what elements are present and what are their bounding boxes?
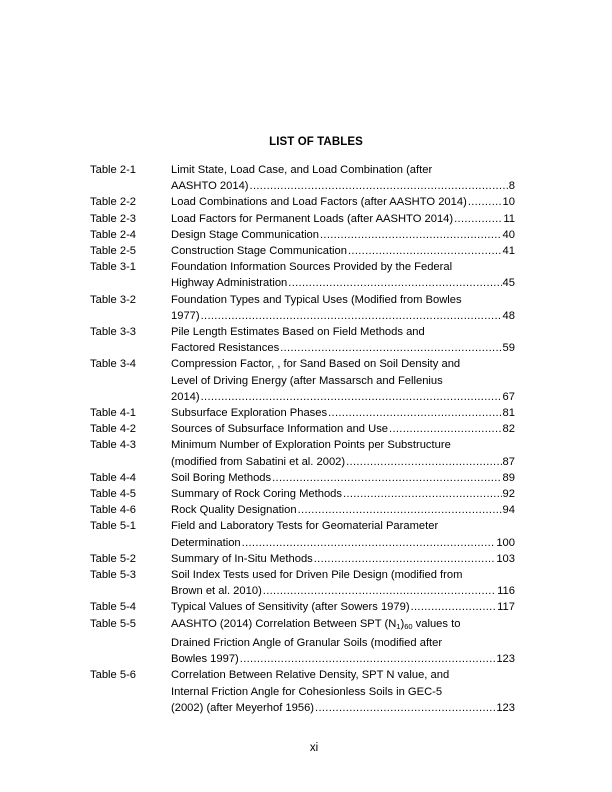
table-caption: [171, 667, 515, 716]
page-reference[interactable]: 82: [502, 423, 515, 436]
dot-leader: [288, 275, 501, 291]
table-number: Table 4-5: [90, 488, 137, 501]
page-reference[interactable]: 40: [502, 228, 515, 241]
page-reference[interactable]: 48: [502, 309, 515, 322]
caption-line: Correlation Between Relative Density, SPT N value, and: [171, 669, 450, 682]
table-number: Table 5-1: [90, 520, 137, 533]
table-caption: [171, 470, 515, 486]
table-number: Table 4-1: [90, 407, 137, 420]
caption-line: Rock Quality Designation . . . 94: [171, 502, 515, 518]
dot-leader: [343, 486, 502, 502]
dot-leader: [250, 178, 508, 194]
page-reference[interactable]: 10: [502, 196, 515, 209]
caption-line: Soil Index Tests used for Driven Pile Design (modified from: [171, 569, 463, 582]
page-reference[interactable]: 59: [502, 342, 515, 355]
page-reference[interactable]: 11: [503, 212, 515, 225]
toc-entry[interactable]: [90, 259, 515, 291]
toc-entry[interactable]: [90, 486, 515, 502]
caption-line: 1977) . . . 48: [171, 308, 515, 324]
table-caption: [171, 211, 515, 227]
page-reference[interactable]: 116: [497, 585, 515, 598]
page-reference[interactable]: 41: [502, 245, 515, 258]
table-caption: [171, 551, 515, 567]
toc-entry[interactable]: [90, 599, 515, 615]
toc-entry[interactable]: [90, 567, 515, 599]
caption-line: Drained Friction Angle of Granular Soils (modified after: [171, 636, 443, 649]
table-number: Table 4-2: [90, 423, 137, 436]
toc-entry[interactable]: [90, 405, 515, 421]
caption-line: Highway Administration . . . 45: [171, 275, 515, 291]
caption-line: Factored Resistances . . . 59: [171, 340, 515, 356]
dot-leader: [201, 308, 502, 324]
table-caption: [171, 421, 515, 437]
table-caption: [171, 567, 515, 599]
table-caption: [171, 437, 515, 469]
dot-leader: [242, 535, 496, 551]
caption-line: Foundation Information Sources Provided by the Federal: [171, 261, 453, 274]
table-caption: [171, 227, 515, 243]
table-caption: [171, 243, 515, 259]
toc-entry[interactable]: [90, 437, 515, 469]
toc-entry[interactable]: [90, 194, 515, 210]
caption-line: Construction Stage Communication . . . 41: [171, 243, 515, 259]
page-reference[interactable]: 117: [497, 601, 515, 614]
caption-line: Field and Laboratory Tests for Geomaterial Parameter: [171, 520, 439, 533]
toc-entry[interactable]: [90, 421, 515, 437]
table-caption: [171, 356, 515, 405]
table-number: Table 5-5: [90, 617, 137, 630]
table-number: Table 5-2: [90, 552, 137, 565]
table-number: Table 4-3: [90, 439, 137, 452]
page-reference[interactable]: 92: [502, 488, 515, 501]
table-caption: [171, 518, 515, 550]
table-caption: [171, 324, 515, 356]
caption-line: Load Factors for Permanent Loads (after AASHTO 2014) . . . 11: [171, 211, 515, 227]
table-number: Table 3-4: [90, 358, 137, 371]
dot-leader: [272, 470, 501, 486]
page-reference[interactable]: 94: [502, 504, 515, 517]
caption-line: AASHTO 2014) . . . 8: [171, 178, 515, 194]
table-caption: [171, 502, 515, 518]
table-number: Table 2-5: [90, 245, 137, 258]
list-of-tables: [90, 162, 515, 716]
table-caption: [171, 616, 515, 668]
dot-leader: [389, 421, 502, 437]
caption-line: (2002) (after Meyerhof 1956) . . . 123: [171, 700, 515, 716]
caption-line: Summary of In-Situ Methods . . . 103: [171, 551, 515, 567]
caption-line: Pile Length Estimates Based on Field Methods and: [171, 326, 425, 339]
table-caption: [171, 162, 515, 194]
table-number: Table 2-1: [90, 164, 137, 176]
toc-entry[interactable]: [90, 227, 515, 243]
page-reference[interactable]: 123: [496, 653, 515, 666]
page-reference[interactable]: 81: [502, 407, 515, 420]
caption-line: 2014) . . . 67: [171, 389, 515, 405]
table-caption: [171, 599, 515, 615]
page-reference[interactable]: 45: [502, 277, 515, 290]
page-reference[interactable]: 67: [502, 390, 515, 403]
caption-line: Bowles 1997) . . . 123: [171, 651, 515, 667]
toc-entry[interactable]: [90, 356, 515, 405]
toc-entry[interactable]: [90, 211, 515, 227]
caption-line: Load Combinations and Load Factors (after AASHTO 2014) . . . 10: [171, 194, 515, 210]
caption-line: Compression Factor, , for Sand Based on Soil Density and: [171, 358, 461, 371]
table-number: Table 2-2: [90, 196, 137, 209]
toc-entry[interactable]: [90, 162, 515, 194]
caption-line: Determination . . . 100: [171, 535, 515, 551]
table-number: Table 2-4: [90, 228, 137, 241]
caption-line: Brown et al. 2010) . . . 116: [171, 583, 515, 599]
dot-leader: [454, 211, 502, 227]
table-number: Table 5-3: [90, 569, 137, 582]
toc-entry[interactable]: [90, 616, 515, 668]
table-number: Table 4-4: [90, 471, 137, 484]
caption-line: Summary of Rock Coring Methods . . . 92: [171, 486, 515, 502]
caption-line: Sources of Subsurface Information and Use . . . 82: [171, 421, 515, 437]
dot-leader: [201, 389, 502, 405]
page-reference[interactable]: 8: [508, 180, 515, 193]
caption-line: Minimum Number of Exploration Points per Substructure: [171, 439, 451, 452]
page-reference[interactable]: 100: [496, 536, 515, 549]
toc-entry[interactable]: [90, 518, 515, 550]
page-reference[interactable]: 103: [496, 552, 515, 565]
table-number: Table 3-1: [90, 261, 137, 274]
toc-entry[interactable]: [90, 324, 515, 356]
toc-entry[interactable]: [90, 243, 515, 259]
page-reference[interactable]: 89: [502, 471, 515, 484]
caption-line: Typical Values of Sensitivity (after Sowers 1979) . . . 117: [171, 599, 515, 615]
table-caption: [171, 194, 515, 210]
toc-entry[interactable]: [90, 292, 515, 324]
table-caption: [171, 486, 515, 502]
table-number: Table 4-6: [90, 504, 137, 517]
dot-leader: [314, 551, 496, 567]
caption-line: Subsurface Exploration Phases . . . 81: [171, 405, 515, 421]
page-title: LIST OF TABLES: [269, 136, 363, 148]
page-reference[interactable]: 123: [496, 701, 515, 714]
caption-line: (modified from Sabatini et al. 2002) . . . 87: [171, 454, 515, 470]
caption-line: Design Stage Communication . . . 40: [171, 227, 515, 243]
table-caption: [171, 259, 515, 291]
caption-line: Level of Driving Energy (after Massarsch and Fellenius: [171, 374, 443, 387]
caption-line: AASHTO (2014) Correlation Between SPT $(N_1)_{60}$ values to: [171, 617, 461, 631]
dot-leader: [315, 700, 495, 716]
dot-leader: [411, 599, 497, 615]
dot-leader: [346, 454, 501, 470]
table-caption: [171, 292, 515, 324]
dot-leader: [348, 243, 502, 259]
caption-line: Limit State, Load Case, and Load Combination (after: [171, 164, 433, 176]
page-number: xi: [309, 742, 319, 754]
table-number: Table 5-4: [90, 601, 137, 614]
dot-leader: [263, 583, 496, 599]
caption-line: Foundation Types and Typical Uses (Modified from Bowles: [171, 293, 462, 306]
toc-entry[interactable]: [90, 470, 515, 486]
table-number: Table 2-3: [90, 212, 137, 225]
toc-entry[interactable]: [90, 551, 515, 567]
dot-leader: [328, 405, 501, 421]
table-caption: [171, 405, 515, 421]
table-number: Table 3-2: [90, 293, 137, 306]
toc-entry[interactable]: [90, 502, 515, 518]
page-reference[interactable]: 87: [502, 455, 515, 468]
dot-leader: [240, 651, 496, 667]
table-number: Table 5-6: [90, 669, 137, 682]
table-number: Table 3-3: [90, 326, 137, 339]
dot-leader: [468, 194, 502, 210]
dot-leader: [320, 227, 502, 243]
caption-line: Internal Friction Angle for Cohesionless Soils in GEC-5: [171, 685, 443, 698]
dot-leader: [298, 502, 502, 518]
dot-leader: [280, 340, 501, 356]
toc-entry[interactable]: [90, 667, 515, 716]
caption-line: Soil Boring Methods . . . 89: [171, 470, 515, 486]
